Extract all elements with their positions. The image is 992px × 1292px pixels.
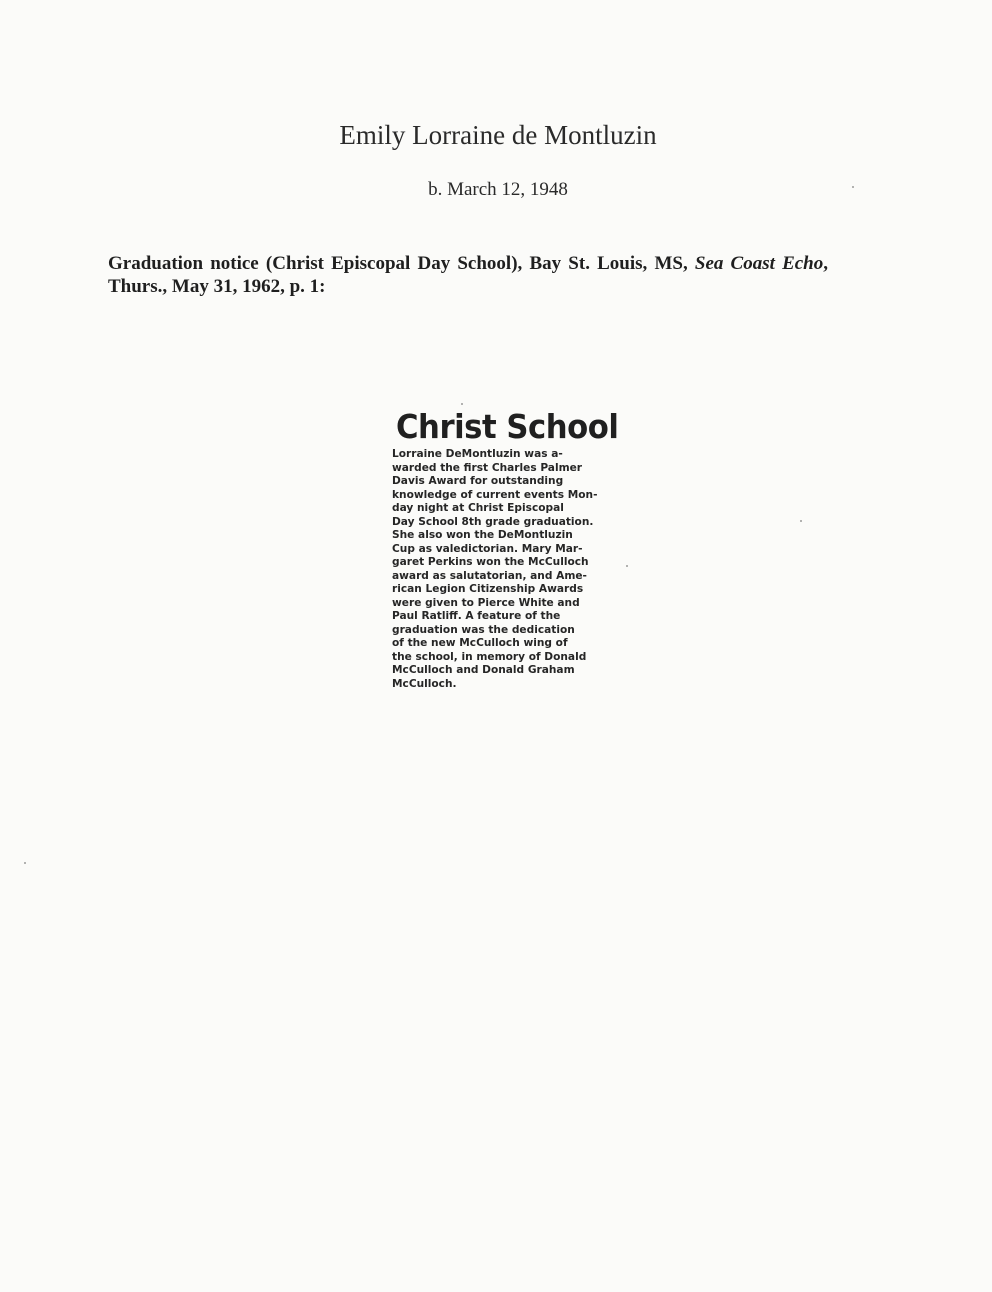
- publication-name-part2: Echo: [782, 253, 824, 274]
- scan-speck: [626, 565, 628, 567]
- clipping-body: [392, 448, 613, 691]
- clipping-line: were given to Pierce White and: [392, 596, 580, 609]
- clipping-line: graduation was the dedication: [392, 623, 575, 636]
- clipping-line: Paul Ratliff. A feature of the: [392, 610, 561, 622]
- clipping-line: McCulloch and Donald Graham: [392, 664, 575, 676]
- page-title: Emily Lorraine de Montluzin: [339, 120, 657, 150]
- clipping-line: award as salutatorian, and Ame-: [392, 569, 587, 582]
- clipping-headline: Christ School: [396, 407, 619, 446]
- scan-speck: [24, 862, 26, 864]
- clipping-line: of the new McCulloch wing of: [392, 637, 568, 649]
- clipping-line: Davis Award for outstanding: [392, 475, 564, 487]
- clipping-line: Cup as valedictorian. Mary Mar-: [392, 542, 583, 555]
- clipping-line: McCulloch.: [392, 677, 457, 690]
- scan-speck: [461, 403, 463, 405]
- citation-line: [108, 252, 828, 298]
- clipping-line: Lorraine DeMontluzin was a-: [392, 448, 563, 460]
- newspaper-clipping: [392, 407, 619, 691]
- clipping-line: day night at Christ Episcopal: [392, 502, 564, 514]
- citation-prefix: Graduation notice (Christ Episcopal Day School), Bay St. Louis, MS,: [108, 253, 695, 274]
- clipping-line: the school, in memory of Donald: [392, 650, 587, 663]
- clipping-line: warded the first Charles Palmer: [392, 461, 583, 474]
- clipping-line: knowledge of current events Mon-: [392, 488, 598, 501]
- birth-date: b. March 12, 1948: [428, 179, 568, 200]
- clipping-line: She also won the DeMontluzin: [392, 529, 573, 541]
- clipping-line: Day School 8th grade graduation.: [392, 515, 594, 528]
- publication-name-part1: Sea Coast: [694, 253, 775, 274]
- scan-speck: [800, 520, 802, 522]
- scan-speck: [852, 186, 854, 188]
- clipping-line: garet Perkins won the McCulloch: [392, 556, 589, 568]
- citation-suffix: , Thurs., May 31, 1962, p. 1:: [108, 253, 828, 297]
- clipping-line: rican Legion Citizenship Awards: [392, 583, 584, 595]
